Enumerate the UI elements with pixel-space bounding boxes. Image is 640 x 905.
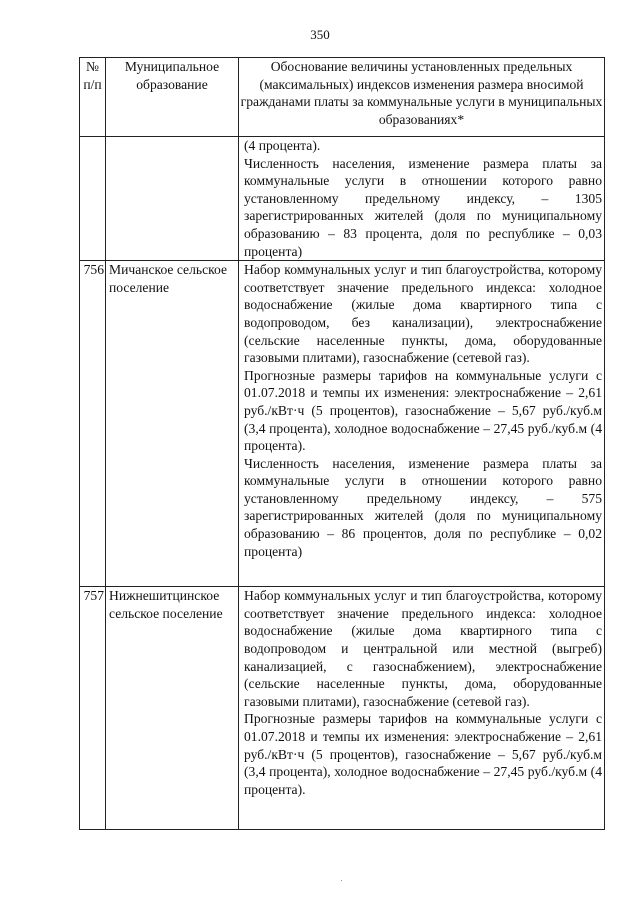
municipality-name [106,137,239,261]
header-municipality: Муниципальное образование [106,58,239,137]
justification-cell [239,587,605,830]
paragraph: Прогнозные размеры тарифов на коммунальные услуги с 01.07.2018 и темпы их изменения: электроснабжение – 2,61 руб./кВт·ч (5 процентов), газоснабжение – 5,67 руб./куб.м (3,4 процента), холодное водоснабжение – 27,45 руб./куб.м (4 процента). [244,711,602,797]
row-number: 756 [80,261,106,587]
justification-cell [239,261,605,587]
paragraph: Численность населения, изменение размера платы за коммунальные услуги в отношении которого равно установленному предельному индексу, – 575 зарегистрированных жителей (доля по муниципальному образованию – 86 процентов, доля по республике – 0,02 процента) [244,455,602,559]
paragraph: Набор коммунальных услуг и тип благоустройства, которому соответствует значение предельного индекса: холодное водоснабжение (жилые дома квартирного типа с водопроводом и центральной или местной (выгреб) канализацией, с газоснабжением), электроснабжение (сельские населенные пункты, дома, оборудованные газовыми плитами), газоснабжение (сетевой газ). [244,588,602,709]
table-row [80,261,605,587]
header-num: № п/п [80,58,106,137]
paragraph: (4 процента). [244,138,321,153]
row-number [80,137,106,261]
municipality-name: Нижнешитцинское сельское поселение [106,587,239,830]
header-justification: Обоснование величины установленных предельных (максимальных) индексов изменения размера вносимой гражданами платы за коммунальные услуги в муниципальных образованиях* [239,58,605,137]
justification-cell [239,137,605,261]
page-number: 350 [310,27,330,42]
scan-speck [341,880,342,881]
table-row [80,587,605,830]
paragraph: Прогнозные размеры тарифов на коммунальные услуги с 01.07.2018 и темпы их изменения: электроснабжение – 2,61 руб./кВт·ч (5 процентов), газоснабжение – 5,67 руб./куб.м (3,4 процента), холодное водоснабжение – 27,45 руб./куб.м (4 процента). [244,367,602,454]
table-header-row [80,58,605,137]
row-number: 757 [80,587,106,830]
table-row [80,137,605,261]
municipality-name: Мичанское сельское поселение [106,261,239,587]
tariff-table [79,57,605,830]
paragraph: Набор коммунальных услуг и тип благоустройства, которому соответствует значение предельного индекса: холодное водоснабжение (жилые дома квартирного типа с водопроводом, без канализации), электроснабжение (сельские населенные пункты, дома, оборудованные газовыми плитами), газоснабжение (сетевой газ). [244,262,602,366]
paragraph: Численность населения, изменение размера платы за коммунальные услуги в отношении которого равно установленному предельному индексу, – 1305 зарегистрированных жителей (доля по муниципальному образованию – 83 процента, доля по республике – 0,03 процента) [244,155,602,259]
